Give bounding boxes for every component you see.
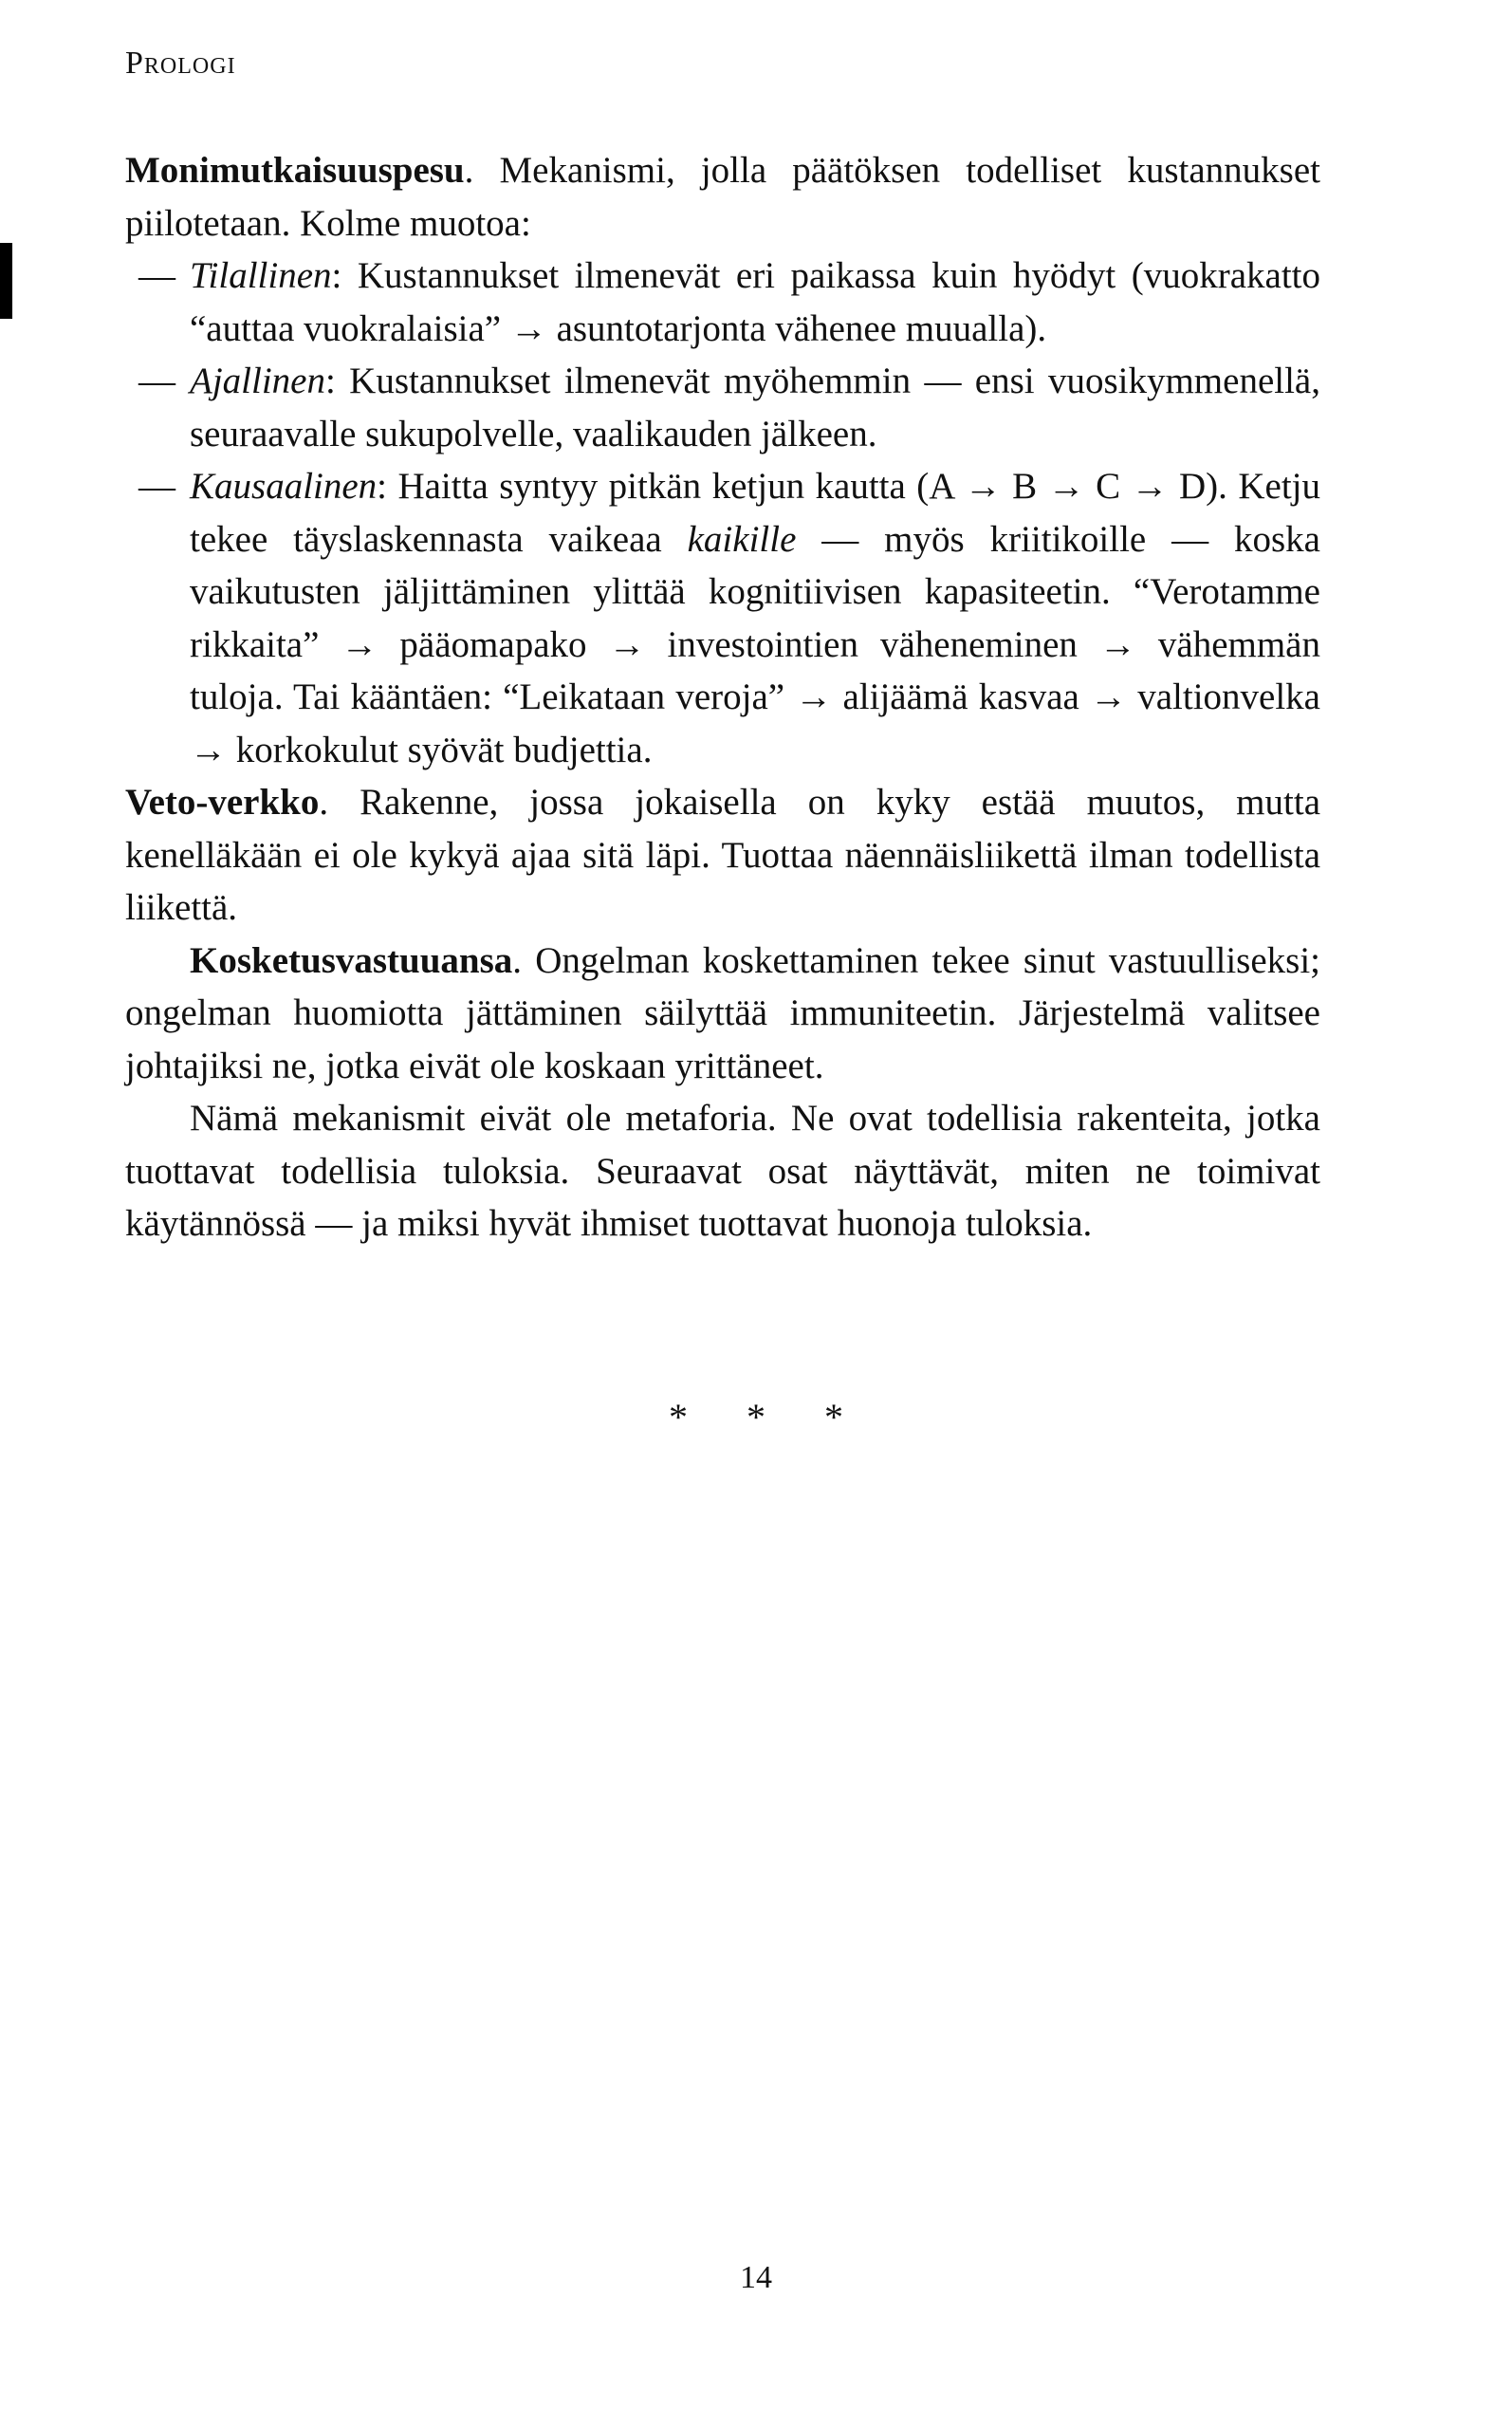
- form-text-temporal: : Kustannukset ilmenevät myöhemmin — ensi vuosikymmenellä, seuraavalle sukupolvelle, vaalikauden jälkeen.: [190, 361, 1320, 454]
- dash-marker: —: [138, 466, 175, 507]
- list-item-spatial: [125, 250, 1320, 355]
- emphasis-everyone: kaikille: [687, 518, 797, 560]
- term-complexity-nest: Monimutkaisuuspesu: [125, 150, 465, 191]
- closing-paragraph: Nämä mekanismit eivät ole metaforia. Ne ovat todellisia rakenteita, jotka tuottavat todellisia tuloksia. Seuraavat osat näyttävät, miten ne toimivat käytännössä — ja miksi hyvät ihmiset tuottavat huonoja tuloksia.: [125, 1098, 1320, 1244]
- term-touch-responsibility: Kosketusvastuuansa: [190, 939, 513, 981]
- form-name-spatial: Tilallinen: [190, 255, 332, 296]
- page-number: 14: [740, 2260, 772, 2295]
- dash-marker: —: [138, 255, 175, 296]
- form-text-causal-after: — myös kriitikoille — koska vaikutusten jäljittäminen ylittää kognitiivisen kapasiteetin. “Verotamme rikkaita” → pääomapako → investointien väheneminen → vähemmän tuloja. Tai kääntäen: “Leikataan veroja” → alijäämä kasvaa → valtionvelka → korkokulut syövät budjettia.: [190, 518, 1320, 770]
- section-break-asterisks: * * *: [669, 1396, 843, 1438]
- list-item-temporal: [125, 355, 1320, 460]
- complexity-forms-list: [125, 250, 1320, 776]
- form-name-temporal: Ajallinen: [190, 361, 325, 401]
- term-veto-network: Veto-verkko: [125, 782, 320, 823]
- touch-responsibility-paragraph: [125, 935, 1320, 1093]
- list-item-causal: [125, 460, 1320, 776]
- touch-responsibility-definition: . Ongelman koskettaminen tekee sinut vastuulliseksi; ongelman huomiotta jättäminen säilyttää immuniteetin. Järjestelmä valitsee johtajiksi ne, jotka eivät ole koskaan yrittäneet.: [125, 939, 1320, 1086]
- form-text-causal-before: : Haitta syntyy pitkän ketjun kautta (A → B → C → D). Ketju tekee täyslaskennasta vaikeaa: [190, 466, 1320, 560]
- running-head: Prologi: [125, 46, 236, 81]
- dash-marker: —: [138, 361, 175, 401]
- form-text-spatial: : Kustannukset ilmenevät eri paikassa kuin hyödyt (vuokrakatto “auttaa vuokralaisia” → asuntotarjonta vähenee muualla).: [190, 255, 1320, 349]
- body-text: [125, 144, 1320, 1251]
- complexity-nest-paragraph: [125, 144, 1320, 250]
- veto-network-definition: . Rakenne, jossa jokaisella on kyky estää muutos, mutta kenelläkään ei ole kykyä ajaa sitä läpi. Tuottaa näennäisliikettä ilman todellista liikettä.: [125, 782, 1320, 928]
- complexity-nest-definition: . Mekanismi, jolla päätöksen todelliset kustannukset piilotetaan. Kolme muotoa:: [125, 150, 1320, 244]
- form-name-causal: Kausaalinen: [190, 466, 378, 507]
- veto-network-paragraph: [125, 776, 1320, 935]
- margin-change-bar: [0, 243, 12, 319]
